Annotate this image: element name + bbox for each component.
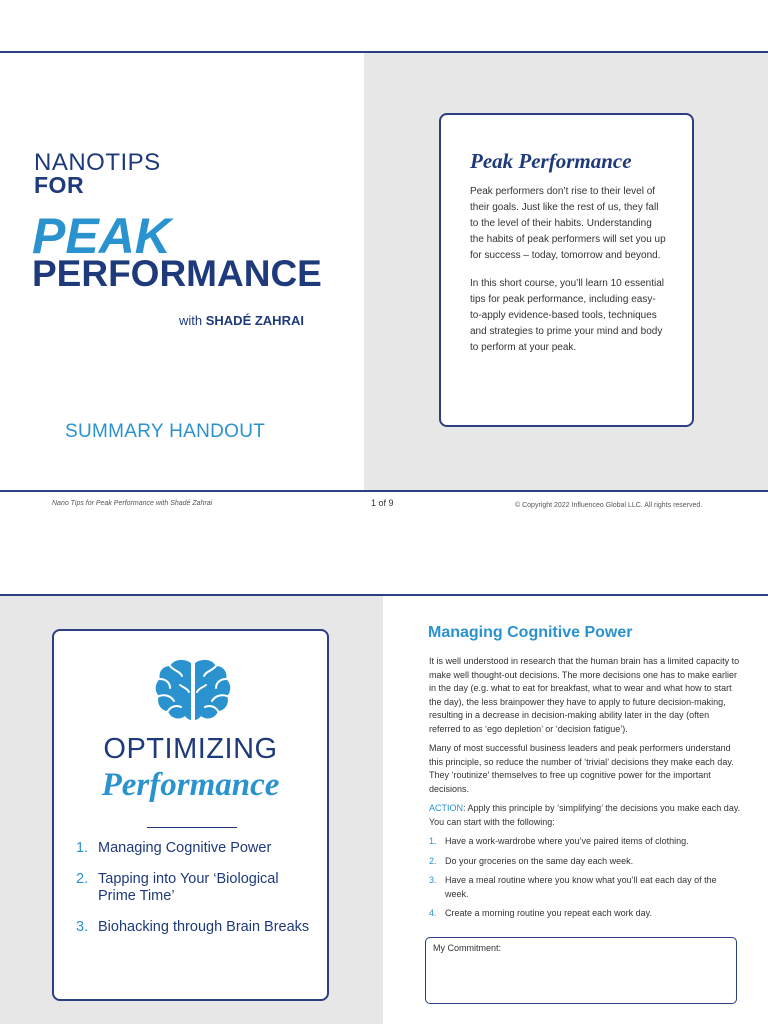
brain-icon	[154, 657, 232, 723]
section-heading: Managing Cognitive Power	[428, 624, 633, 641]
body-paragraph-2: Many of most successful business leaders and peak performers understand this principle, so reduce the number of ‘trivial’ decisions they make each day. They ‘routinize’ themselves to free up cognitive power for the important decisions.	[429, 743, 734, 794]
title-for: FOR	[34, 172, 85, 198]
card-divider	[147, 827, 237, 828]
step-text: Have a work-wardrobe where you’ve paired items of clothing.	[445, 836, 689, 846]
action-paragraph	[429, 802, 741, 829]
step-text: Create a morning routine you repeat each work day.	[445, 908, 652, 918]
list-item	[76, 919, 316, 936]
bottom-rule	[0, 490, 768, 492]
title-performance: PERFORMANCE	[32, 253, 322, 294]
step-number: 4.	[429, 908, 437, 918]
list-item	[76, 840, 316, 857]
author-name: SHADÉ ZAHRAI	[205, 313, 304, 328]
step-item	[429, 907, 741, 921]
step-text: Do your groceries on the same day each week.	[445, 855, 634, 866]
title-nanotips: NANOTIPS	[34, 149, 161, 176]
action-label: ACTION	[429, 803, 464, 813]
footer-title: Nano Tips for Peak Performance with Shadé Zahrai	[52, 500, 213, 507]
optimizing-card	[52, 629, 329, 1001]
list-number: 3.	[76, 919, 89, 935]
title-peak: PEAK	[32, 208, 171, 264]
card-title-optimizing: OPTIMIZING	[103, 733, 278, 765]
card-title: Peak Performance	[470, 149, 632, 173]
commitment-label: My Commitment:	[433, 943, 502, 953]
action-steps	[429, 835, 741, 921]
author-prefix: with	[179, 313, 206, 328]
copyright: © Copyright 2022 Influenceo Global LLC. All rights reserved.	[515, 502, 703, 509]
list-label: Biohacking through Brain Breaks	[98, 919, 310, 935]
topic-list	[76, 840, 316, 950]
page-number: 1 of 9	[371, 498, 394, 508]
list-number: 2.	[76, 871, 89, 887]
list-label: Managing Cognitive Power	[98, 840, 272, 856]
step-item	[429, 835, 741, 849]
step-item	[429, 855, 741, 869]
intro-card	[439, 113, 694, 427]
summary-label: SUMMARY HANDOUT	[65, 421, 266, 442]
commitment-box[interactable]	[425, 937, 737, 1004]
list-label: Tapping into Your ‘Biological Prime Time’	[98, 871, 279, 904]
step-item	[429, 874, 741, 901]
card-paragraph-2: In this short course, you’ll learn 10 essential tips for peak performance, including easy-to-apply evidence-based tools, techniques and strategies to prime your mind and body to perform at your peak.	[470, 278, 664, 353]
step-number: 2.	[429, 855, 437, 866]
list-item	[76, 871, 316, 905]
list-number: 1.	[76, 840, 89, 856]
section-body	[429, 655, 741, 927]
action-text: : Apply this principle by ‘simplifying’ the decisions you make each day. You can start with the following:	[429, 803, 741, 827]
body-paragraph-1: It is well understood in research that the human brain has a limited capacity to make well thought-out decisions. The more decisions one has to make earlier in the day (e.g. what to eat for breakfast, what to wear and what how to start the day), the less brainpower they have to apply to future decision-making, resulting in a decrease in decision-making ability later in the day (often referred to as ‘ego depletion’ or ‘decision fatigue’).	[429, 656, 740, 734]
step-number: 1.	[429, 836, 437, 846]
card-title-performance: Performance	[101, 767, 280, 803]
step-number: 3.	[429, 875, 437, 885]
step-text: Have a meal routine where you know what you’ll eat each day of the week.	[445, 875, 717, 899]
card-paragraph-1: Peak performers don’t rise to their level of their goals. Just like the rest of us, they fall to the level of their habits. Understanding the habits of peak performers will set you up for success – today, tomorrow and beyond.	[470, 186, 666, 261]
author-line	[179, 313, 304, 328]
